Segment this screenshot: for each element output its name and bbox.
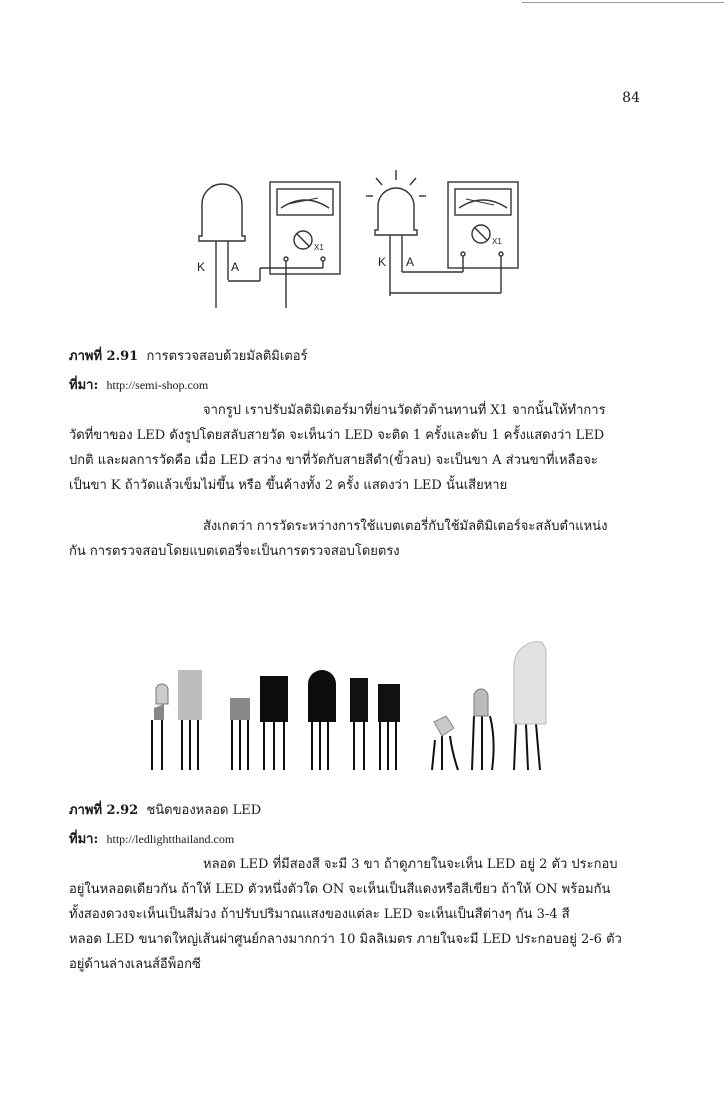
caption-text: การตรวจสอบด้วยมัลติมิเตอร์: [146, 349, 308, 364]
source-label: ที่มา:: [69, 832, 99, 847]
figure-label: ภาพที่ 2.91: [69, 349, 139, 364]
paragraph-line: อยู่ในหลอดเดียวกัน ถ้าให้ LED ตัวหนึ่งตัวใด ON จะเห็นเป็นสีแดงหรือสีเขียว ถ้าให้ ON พร้อมกัน: [69, 882, 611, 897]
paragraph-1: [69, 398, 642, 498]
paragraph-line: อยู่ด้านล่างเลนส์อีพ็อกซี: [69, 957, 201, 972]
page-number: 84: [622, 90, 640, 106]
paragraph-line: ทั้งสองดวงจะเห็นเป็นสีม่วง ถ้าปรับปริมาณแสงของแต่ละ LED จะเห็นเป็นสีต่างๆ กัน 3-4 สี: [69, 907, 570, 922]
led-off: [199, 184, 245, 293]
paragraph-line: หลอด LED ขนาดใหญ่เส้นผ่าศูนย์กลางมากกว่า 10 มิลลิเมตร ภายในจะมี LED ประกอบอยู่ 2-6 ตัว: [69, 932, 622, 947]
figure-source-2-92: [69, 828, 234, 849]
top-rule: [522, 2, 724, 3]
figure-caption-2-91: [69, 345, 308, 366]
figure-caption-2-92: [69, 799, 261, 820]
source-url: http://ledlightthailand.com: [106, 832, 235, 846]
paragraph-line: กัน การตรวจสอบโดยแบตเตอรี่จะเป็นการตรวจสอบโดยตรง: [69, 544, 400, 559]
figure-label: ภาพที่ 2.92: [69, 803, 139, 818]
range-x1-left: X1: [314, 243, 324, 252]
label-a: A: [231, 260, 240, 274]
figure-source-2-91: [69, 374, 208, 395]
paragraph-line: เป็นขา K ถ้าวัดแล้วเข็มไม่ขึ้น หรือ ขึ้นค้างทั้ง 2 ครั้ง แสดงว่า LED นั้นเสียหาย: [69, 478, 508, 493]
source-url: http://semi-shop.com: [106, 378, 209, 392]
label-k: K: [197, 260, 206, 274]
paragraph-line: วัดที่ขาของ LED ดังรูปโดยสลับสายวัด จะเห็นว่า LED จะติด 1 ครั้งและดับ 1 ครั้งแสดงว่า LED: [69, 428, 605, 443]
label-a2: A: [406, 255, 415, 269]
paragraph-line: ปกติ และผลการวัดคือ เมื่อ LED สว่าง ขาที่วัดกับสายสีดำ(ขั้วลบ) จะเป็นขา A ส่วนขาที่เหลือจะ: [69, 453, 598, 468]
figure-multimeter-test: [178, 168, 548, 308]
range-x1-right: X1: [492, 237, 502, 246]
paragraph-line: สังเกตว่า การวัดระหว่างการใช้แบตเตอรี่กับใช้มัลติมิเตอร์จะสลับตำแหน่ง: [203, 519, 608, 534]
figure-led-types: [140, 612, 580, 772]
paragraph-line: จากรูป เราปรับมัลติมิเตอร์มาที่ย่านวัดตัวต้านทานที่ X1 จากนั้นให้ทำการ: [203, 403, 606, 418]
paragraph-line: หลอด LED ที่มีสองสี จะมี 3 ขา ถ้าดูภายในจะเห็น LED อยู่ 2 ตัว ประกอบ: [203, 857, 618, 872]
source-label: ที่มา:: [69, 378, 99, 393]
paragraph-2: [69, 514, 642, 564]
paragraph-3: [69, 852, 642, 977]
led-small-clear: [156, 684, 168, 704]
label-k2: K: [378, 255, 387, 269]
caption-text: ชนิดของหลอด LED: [146, 803, 262, 818]
led-on: [375, 188, 417, 296]
